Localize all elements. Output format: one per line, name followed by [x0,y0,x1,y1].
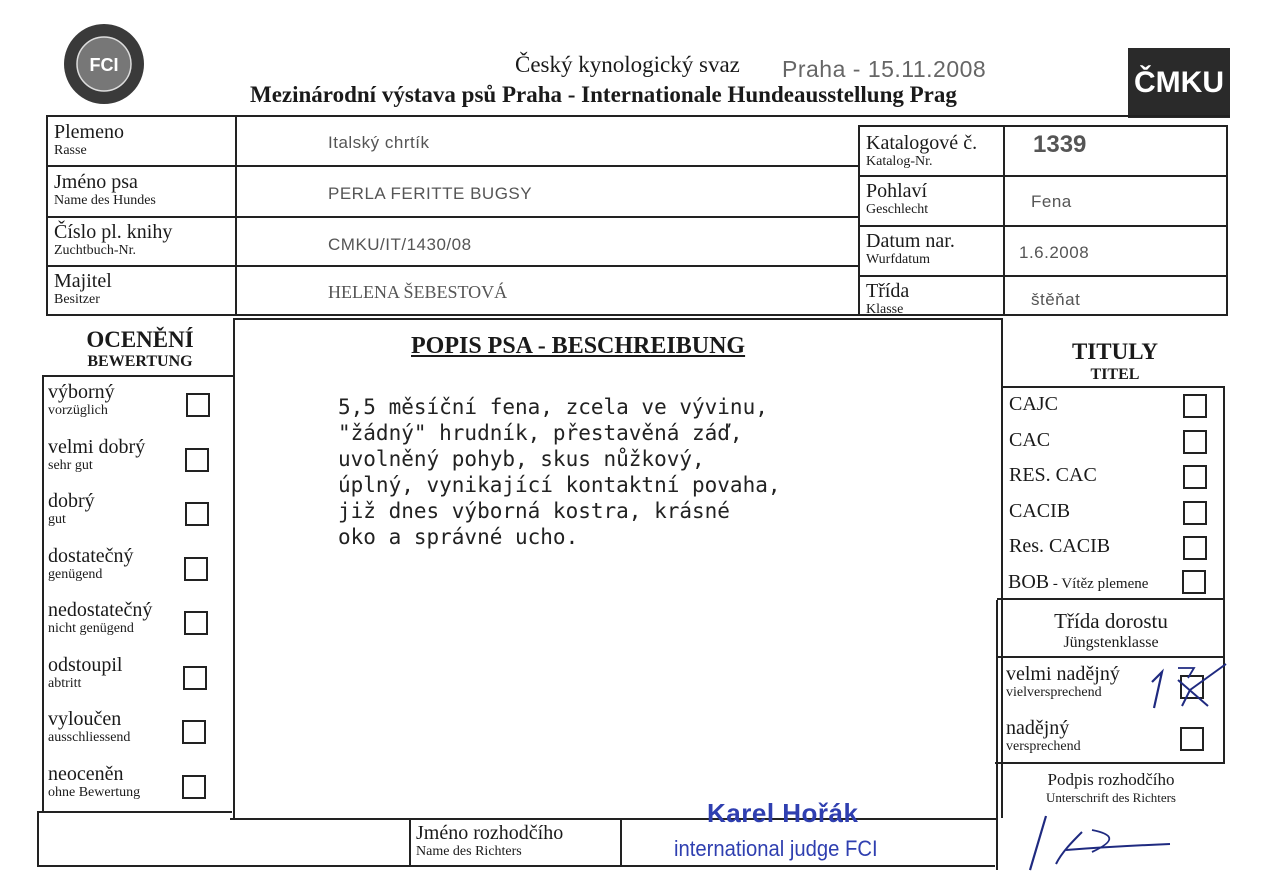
title-label: Res. CACIB [1009,535,1111,557]
fci-logo-text: FCI [89,55,119,75]
description-line: 5,5 měsíční fena, zcela ve vývinu, [338,395,768,419]
rating-label: výborný vorzüglich [48,381,115,418]
rating-checkbox[interactable] [184,611,208,635]
titles-heading: TITULY [1071,339,1159,364]
handwritten-mark [1138,662,1228,714]
rating-checkbox[interactable] [184,557,208,581]
judge-signature [1022,808,1182,872]
stud-book-label: Číslo pl. knihy Zuchtbuch-Nr. [54,221,173,258]
owner-value: HELENA ŠEBESTOVÁ [328,282,508,302]
judge-stamp-title: international judge FCI [674,836,878,861]
rating-label: odstoupil abtritt [48,653,123,691]
title-checkbox[interactable] [1183,394,1207,418]
rating-checkbox[interactable] [182,720,206,744]
rating-checkbox[interactable] [185,502,209,526]
title-checkbox[interactable] [1183,501,1207,525]
class-label: Třída Klasse [866,280,910,317]
place-date-stamp: Praha - 15.11.2008 [782,56,987,82]
description-line: již dnes výborná kostra, krásné [338,499,730,523]
rating-checkbox[interactable] [185,448,209,472]
dog-name-label: Jméno psa Name des Hundes [54,171,156,208]
title-checkbox[interactable] [1183,536,1207,560]
owner-label: Majitel Besitzer [54,270,112,307]
rating-label: neoceněn ohne Bewertung [48,762,141,800]
rating-checkbox[interactable] [183,666,207,690]
breed-label: Plemeno Rasse [54,121,124,158]
birth-date-label: Datum nar. Wurfdatum [866,230,955,267]
description-line: "žádný" hrudník, přestavěná záď, [338,421,743,445]
bob-checkbox[interactable] [1182,570,1206,594]
cmku-logo [1128,48,1230,118]
breed-value: Italský chrtík [328,133,430,152]
rating-checkbox[interactable] [182,775,206,799]
catalog-value: 1339 [1033,131,1087,158]
judge-stamp-name: Karel Hořák [707,798,859,828]
rating-label: vyloučen ausschliessend [48,708,131,745]
class-value: štěňat [1031,290,1081,309]
rating-label: dostatečný genügend [48,544,134,582]
birth-date-value: 1.6.2008 [1019,243,1090,262]
rating-label: dobrý gut [48,490,95,527]
stud-book-value: CMKU/IT/1430/08 [328,235,472,254]
svg-text:1: 1 [1140,692,1141,693]
fci-logo [62,22,146,106]
title-label: CAJC [1009,393,1058,415]
judge-signature-label: Podpis rozhodčího Unterschrift des Richters [1046,770,1176,805]
rating-label: nedostatečný nicht genügend [48,599,153,636]
youth-promising-checkbox[interactable] [1180,727,1204,751]
organization-name: Český kynologický svaz [515,52,740,77]
bob-label: BOB - Vítěz plemene [1008,571,1149,593]
description-line: oko a správné ucho. [338,525,579,549]
rating-label: velmi dobrý sehr gut [48,435,146,473]
catalog-label: Katalogové č. Katalog-Nr. [866,132,978,169]
cmku-logo-text: ČMKU [1134,66,1224,99]
event-title: Mezinárodní výstava psů Praha - Internationale Hundeausstellung Prag [250,82,957,107]
description-text [338,394,781,550]
title-checkbox[interactable] [1183,465,1207,489]
sex-label: Pohlaví Geschlecht [866,180,929,217]
rating-checkbox[interactable] [186,393,210,417]
youth-promising-label: nadějný versprechend [1006,717,1081,754]
youth-class-heading: Třída dorostu [1054,609,1168,633]
judge-name-label: Jméno rozhodčího Name des Richters [416,822,564,859]
title-label: CACIB [1009,499,1071,522]
description-line: uvolněný pohyb, skus nůžkový, [338,447,705,471]
description-line: úplný, vynikající kontaktní povaha, [338,473,781,497]
sex-value: Fena [1031,192,1072,211]
ratings-subheading: BEWERTUNG [87,353,193,370]
title-label: RES. CAC [1009,464,1097,486]
dog-name-value: PERLA FERITTE BUGSY [328,184,533,203]
youth-very-promising-label: velmi nadějný vielversprechend [1006,663,1120,700]
titles-subheading: TITEL [1090,366,1140,383]
judge-stamp [662,796,922,866]
title-label: CAC [1009,428,1051,451]
title-checkbox[interactable] [1183,430,1207,454]
ratings-heading: OCENĚNÍ [86,327,194,352]
youth-class-subheading: Jüngstenklasse [1063,634,1159,651]
description-heading: POPIS PSA - BESCHREIBUNG [411,333,746,359]
